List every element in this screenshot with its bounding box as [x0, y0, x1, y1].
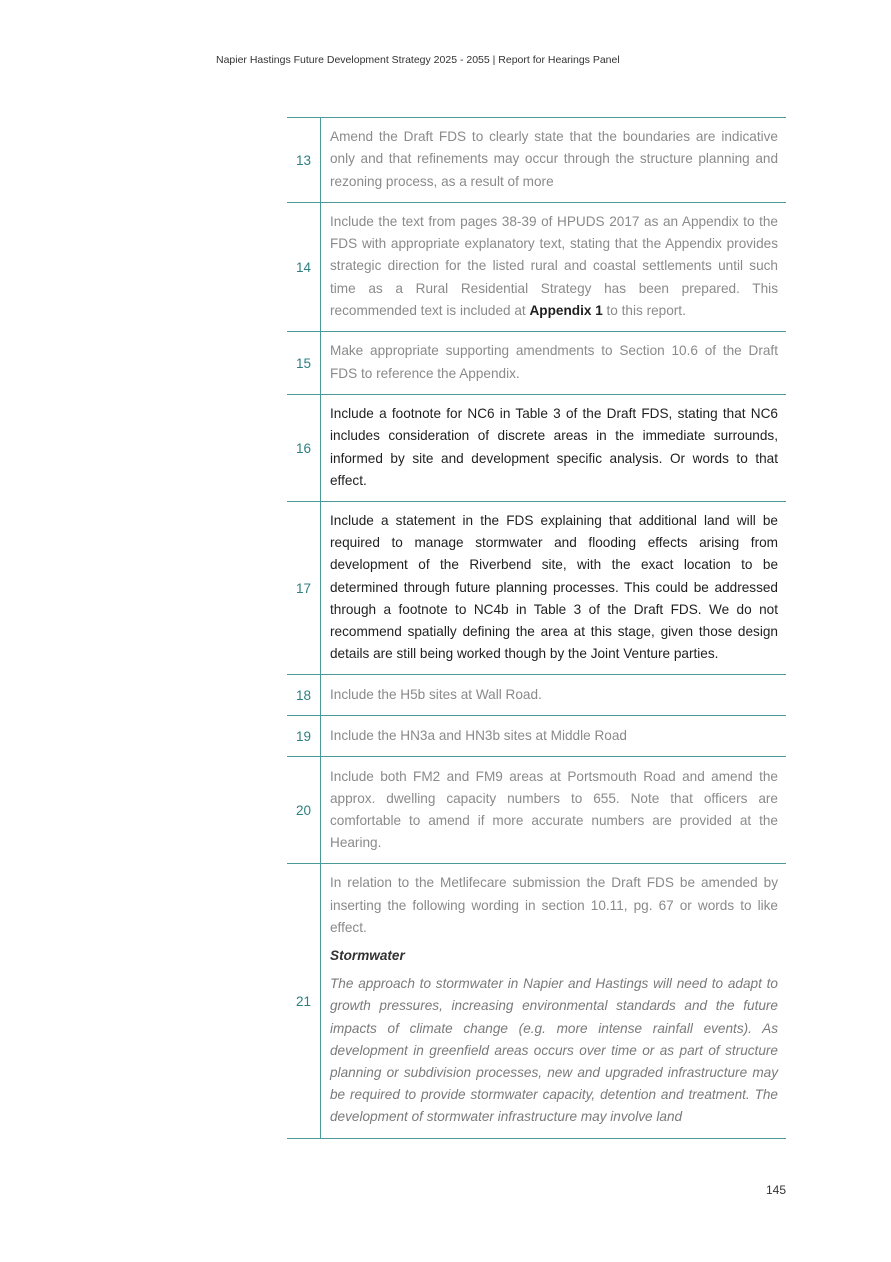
row-text: Include a footnote for NC6 in Table 3 of the Draft FDS, stating that NC6 includes consideration of discrete areas in the immediate surrounds, informed by site and development specific analysis. Or words to that effect.	[321, 395, 787, 502]
table-row	[287, 864, 786, 1138]
table-row	[287, 395, 786, 502]
row-text: Include the HN3a and HN3b sites at Middle Road	[321, 716, 787, 757]
row-text-part: Include the text from pages 38-39 of HPUDS 2017 as an Appendix to the FDS with appropriate explanatory text, stating that the Appendix provides strategic direction for the listed rural and coastal settlements until such time as a Rural Residential Strategy has been prepared. This recommended text is included at	[330, 214, 778, 318]
row-text	[321, 203, 787, 332]
row-text: Amend the Draft FDS to clearly state that the boundaries are indicative only and that refinements may occur through the structure planning and rezoning process, as a result of more	[321, 118, 787, 203]
row-text: Include a statement in the FDS explaining that additional land will be required to manage stormwater and flooding effects arising from development of the Riverbend site, with the exact location to be determined through future planning processes. This could be addressed through a footnote to NC4b in Table 3 of the Draft FDS. We do not recommend spatially defining the area at this stage, given those design details are still being worked though by the Joint Venture parties.	[321, 502, 787, 675]
page-number: 145	[766, 1183, 787, 1197]
table-row	[287, 757, 786, 864]
page-header: Napier Hastings Future Development Strategy 2025 - 2055 | Report for Hearings Panel	[216, 54, 620, 66]
appendix-reference: Appendix 1	[529, 302, 603, 318]
row-number: 14	[287, 203, 321, 332]
table-row	[287, 502, 786, 675]
row-number: 19	[287, 716, 321, 757]
row-number: 16	[287, 395, 321, 502]
table-row	[287, 203, 786, 332]
row-number: 20	[287, 757, 321, 864]
table-row	[287, 332, 786, 395]
row-text: Make appropriate supporting amendments to Section 10.6 of the Draft FDS to reference the Appendix.	[321, 332, 787, 395]
section-subheading: Stormwater	[330, 948, 405, 964]
row-number: 15	[287, 332, 321, 395]
row-text	[321, 864, 787, 1138]
row-number: 18	[287, 675, 321, 716]
row-text-part: to this report.	[606, 302, 686, 318]
row-intro-text: In relation to the Metlifecare submission the Draft FDS be amended by inserting the following wording in section 10.11, pg. 67 or words to like effect.	[330, 875, 778, 935]
row-number: 13	[287, 118, 321, 203]
row-text: Include the H5b sites at Wall Road.	[321, 675, 787, 716]
recommendations-table	[287, 117, 786, 1139]
table-row	[287, 716, 786, 757]
row-number: 21	[287, 864, 321, 1138]
table-row	[287, 675, 786, 716]
row-number: 17	[287, 502, 321, 675]
table-row	[287, 118, 786, 203]
row-text: Include both FM2 and FM9 areas at Portsmouth Road and amend the approx. dwelling capacity numbers to 655. Note that officers are comfortable to amend if more accurate numbers are provided at the Hearing.	[321, 757, 787, 864]
quoted-wording: The approach to stormwater in Napier and Hastings will need to adapt to growth pressures, increasing environmental standards and the future impacts of climate change (e.g. more intense rainfall events). As development in greenfield areas occurs over time or as part of structure planning or subdivision processes, new and upgraded infrastructure may be required to provide stormwater capacity, detention and treatment. The development of stormwater infrastructure may involve land	[330, 976, 778, 1125]
